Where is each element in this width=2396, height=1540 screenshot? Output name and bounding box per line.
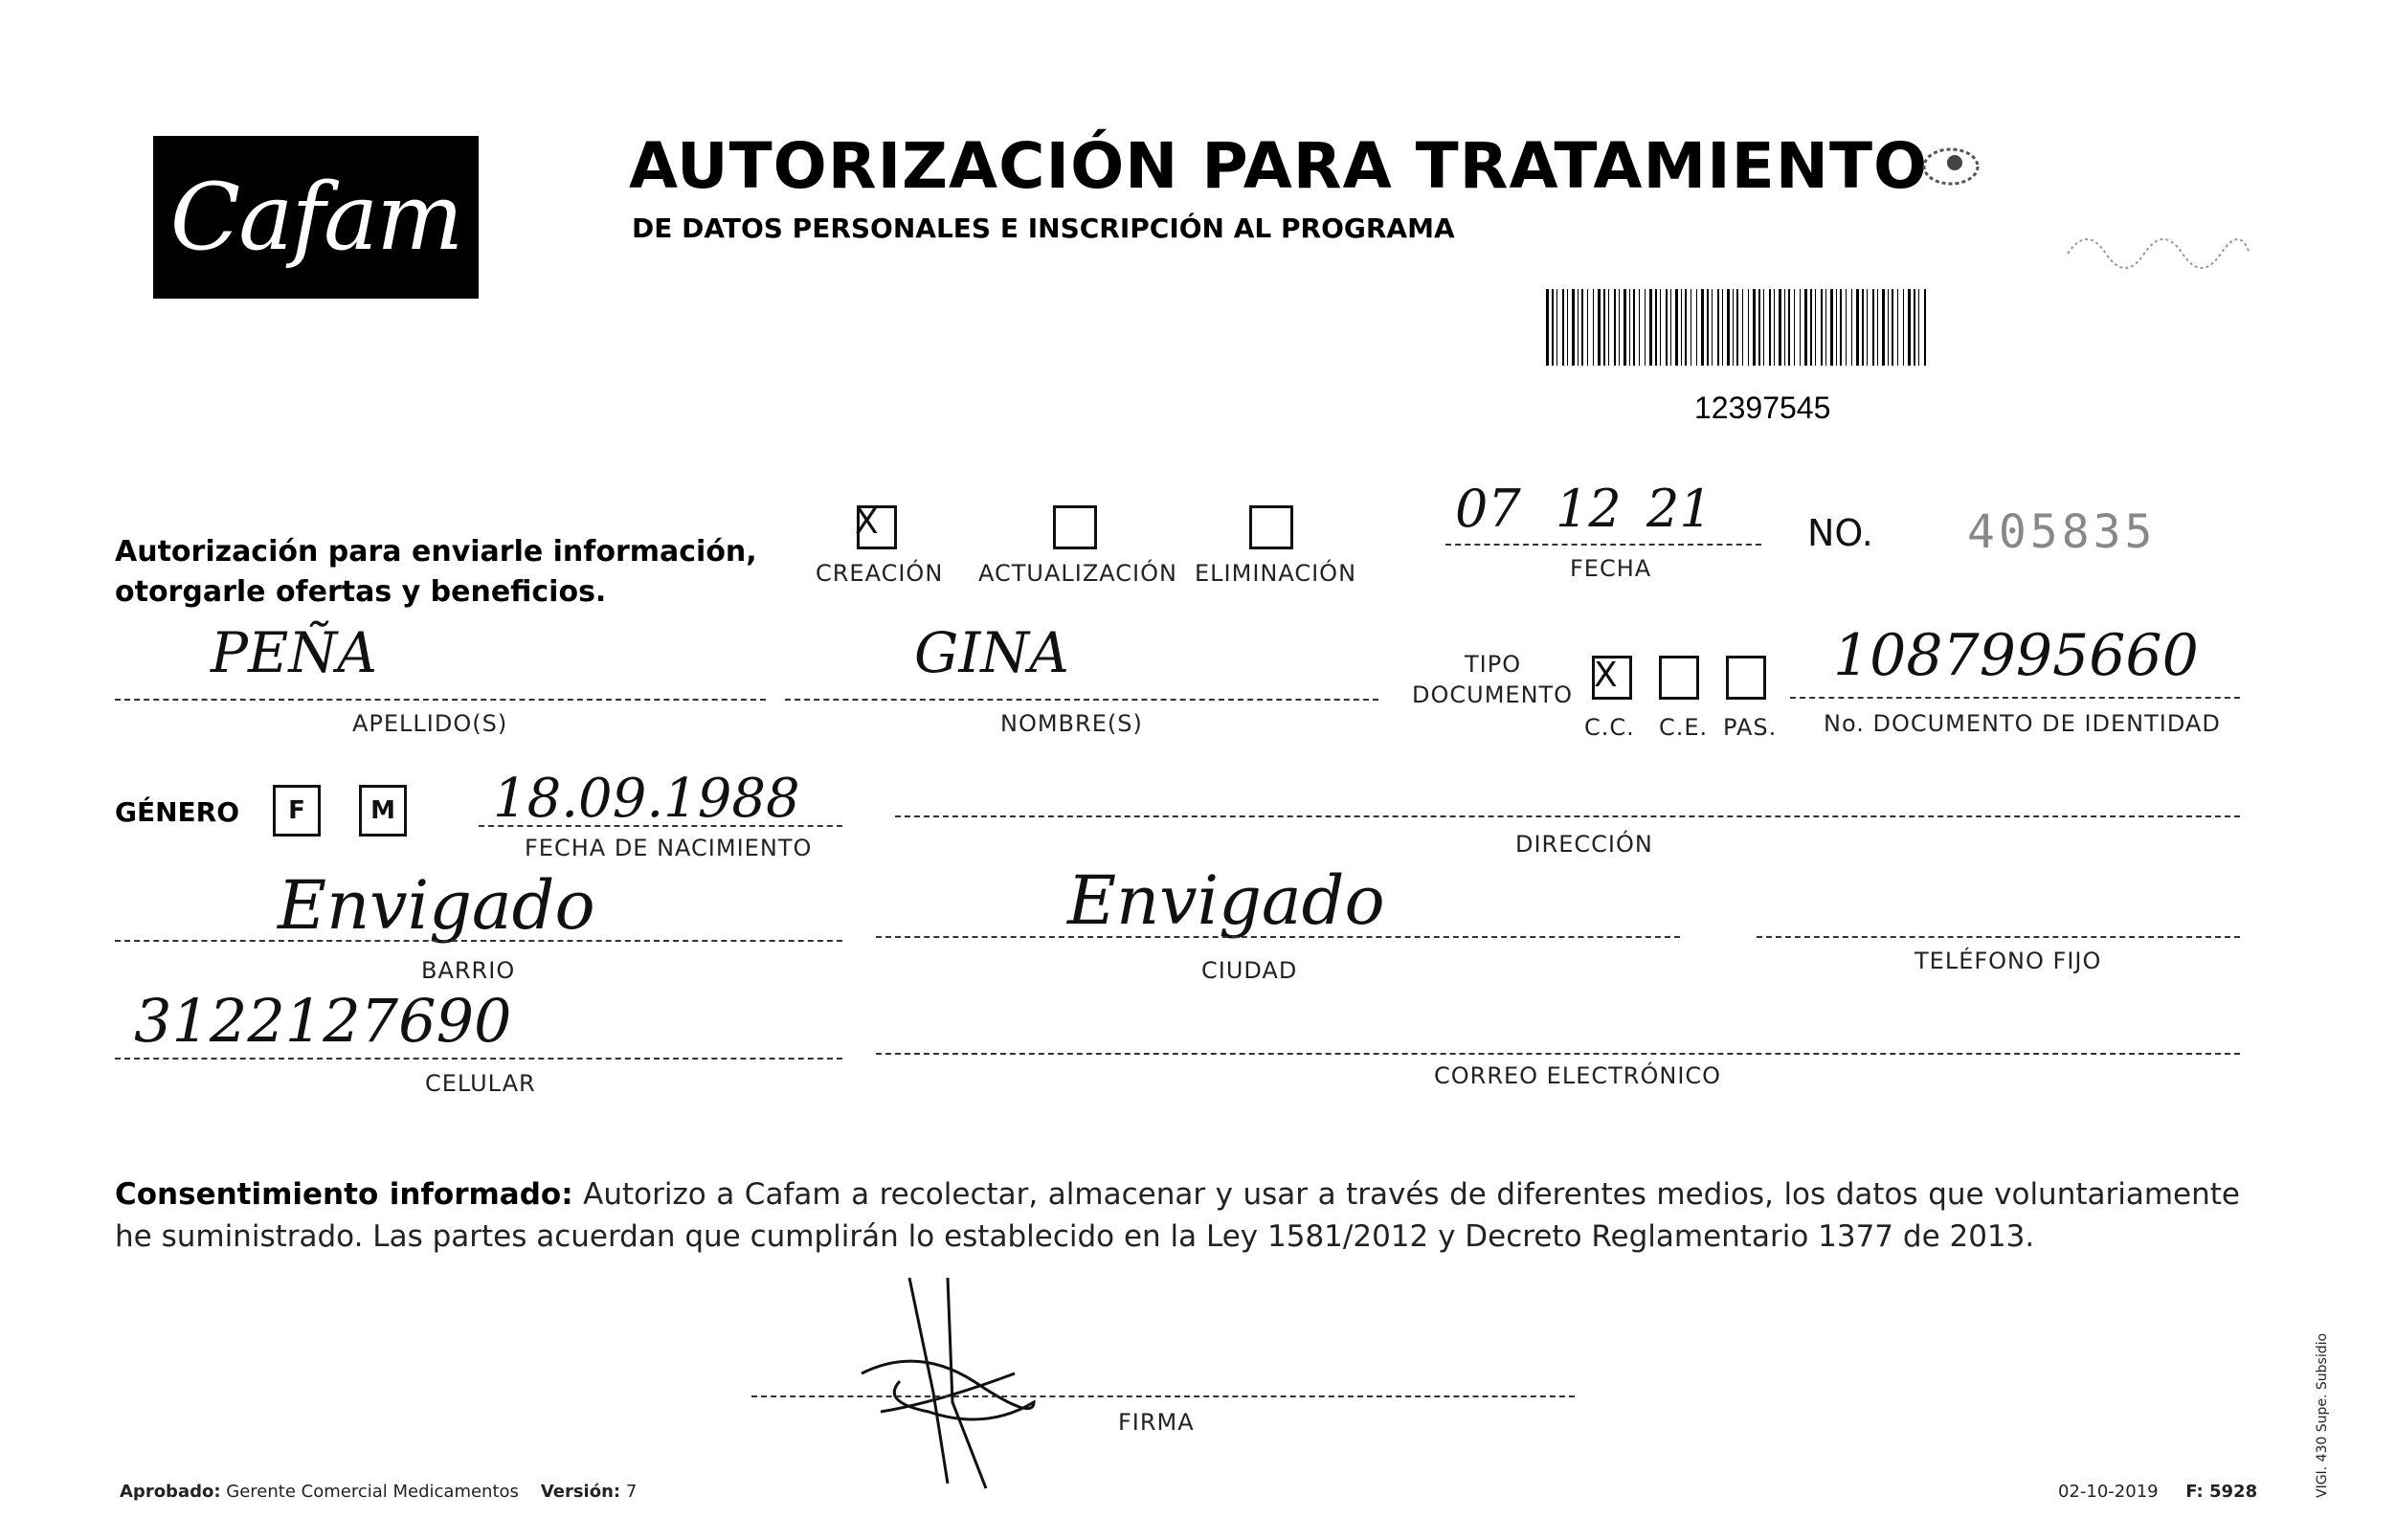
barcode-bar: [1862, 289, 1864, 366]
barcode-bar: [1742, 289, 1743, 366]
pas-label: PAS.: [1723, 714, 1778, 741]
consent-text: Autorizo a Cafam a recolectar, almacenar y usar a través de diferentes medios, los datos que voluntariamente he suministrado. Las partes acuerdan que cumplirán lo establecido en la Ley 1581/2012 y Decreto Reglamentario 1377 de 2013.: [115, 1177, 2240, 1254]
barcode-bar: [1681, 289, 1682, 366]
celular-line: [115, 1058, 842, 1060]
barcode-bar: [1774, 289, 1775, 366]
vertical-side-text: VIGI. 430 Supe. Subsidio: [2315, 1332, 2330, 1498]
barcode-bar: [1666, 289, 1668, 366]
barcode-bar: [1572, 289, 1575, 366]
nombres-line: [785, 699, 1378, 701]
cc-label: C.C.: [1584, 714, 1635, 741]
barcode-bar: [1914, 289, 1915, 366]
barcode-bar: [1877, 289, 1878, 366]
barcode-bar: [1779, 289, 1781, 366]
barcode-bar: [1892, 289, 1893, 366]
barcode-bar: [1821, 289, 1823, 366]
form-title: AUTORIZACIÓN PARA TRATAMIENTO: [629, 129, 1929, 203]
footer-date-code: [2058, 1482, 2257, 1502]
nacimiento-line: [479, 825, 842, 827]
fecha-day-value: 07: [1455, 479, 1521, 539]
fecha-label: FECHA: [1570, 555, 1652, 582]
form-subtitle: DE DATOS PERSONALES E INSCRIPCIÓN AL PROGRAMA: [632, 212, 1455, 244]
barcode-bar: [1830, 289, 1833, 366]
barcode-bar: [1753, 289, 1756, 366]
direccion-label: DIRECCIÓN: [1515, 831, 1653, 858]
barcode-bar: [1562, 289, 1564, 366]
actualizacion-checkbox[interactable]: [1053, 505, 1097, 549]
barcode-bar: [1639, 289, 1640, 366]
barcode-bar: [1784, 289, 1785, 366]
documento-value[interactable]: 1087995660: [1833, 622, 2199, 689]
no-label: NO.: [1807, 512, 1873, 554]
barcode-bar: [1851, 289, 1852, 366]
genero-f-box[interactable]: [273, 785, 321, 837]
correo-line[interactable]: [876, 1053, 2240, 1055]
eliminacion-checkbox[interactable]: [1249, 505, 1293, 549]
barcode-bar: [1608, 289, 1609, 366]
correo-label: CORREO ELECTRÓNICO: [1434, 1062, 1722, 1089]
fecha-year-value: 21: [1646, 479, 1713, 539]
eliminacion-label: ELIMINACIÓN: [1195, 560, 1357, 587]
apellidos-label: APELLIDO(S): [352, 710, 508, 737]
telefono-line[interactable]: [1757, 936, 2240, 938]
version-label: Versión:: [540, 1482, 621, 1502]
barcode-bar: [1825, 289, 1826, 366]
ce-checkbox[interactable]: [1659, 656, 1699, 700]
barcode-bar: [1856, 289, 1859, 366]
barcode-bar: [1581, 289, 1583, 366]
barcode-bar: [1629, 289, 1630, 366]
fecha-line: [1445, 544, 1761, 546]
barcode-bar: [1707, 289, 1709, 366]
barcode-bar: [1815, 289, 1816, 366]
barcode-bar: [1567, 289, 1568, 366]
barcode-bar: [1670, 289, 1671, 366]
barcode-bar: [1645, 289, 1646, 366]
barcode-bar: [1696, 289, 1697, 366]
barcode-bar: [1882, 289, 1885, 366]
pas-checkbox[interactable]: [1726, 656, 1766, 700]
tipo-label-1: TIPO: [1465, 651, 1522, 678]
barcode-bar: [1712, 289, 1713, 366]
nacimiento-value[interactable]: 18.09.1988: [493, 768, 800, 830]
consent-paragraph: [115, 1173, 2240, 1258]
authorization-text: [115, 532, 757, 613]
barcode-bar: [1908, 289, 1911, 366]
nombres-value[interactable]: GINA: [914, 620, 1069, 685]
cc-check-mark: X: [1594, 656, 1618, 695]
barcode-bar: [1556, 289, 1557, 366]
barcode-number: 12397545: [1694, 391, 1831, 425]
genero-label: GÉNERO: [115, 796, 240, 828]
barcode-bar: [1794, 289, 1795, 366]
barcode-bar: [1836, 289, 1837, 366]
barcode-bar: [1736, 289, 1738, 366]
ciudad-label: CIUDAD: [1201, 957, 1298, 984]
aprobado-label: Aprobado:: [120, 1482, 221, 1502]
barcode-bar: [1840, 289, 1842, 366]
barcode-bar: [1623, 289, 1626, 366]
barcode-bar: [1552, 289, 1554, 366]
barcode-bar: [1810, 289, 1812, 366]
telefono-label: TELÉFONO FIJO: [1915, 948, 2102, 974]
barcode-bar: [1800, 289, 1801, 366]
barcode-bar: [1903, 289, 1904, 366]
consent-heading: Consentimiento informado:: [115, 1177, 573, 1212]
barcode-bar: [1722, 289, 1723, 366]
genero-m-box[interactable]: [359, 785, 407, 837]
barcode-bar: [1717, 289, 1719, 366]
creacion-label: CREACIÓN: [816, 560, 944, 587]
barcode-bar: [1675, 289, 1678, 366]
barcode-bar: [1924, 289, 1926, 366]
barcode-bar: [1546, 289, 1549, 366]
barcode-bar: [1685, 289, 1687, 366]
barcode-bar: [1763, 289, 1764, 366]
apellidos-value[interactable]: PEÑA: [211, 620, 377, 685]
fecha-month-value: 12: [1556, 479, 1622, 539]
stamp-mark-icon: [1905, 134, 2010, 201]
barcode-bar: [1733, 289, 1734, 366]
barcode-bar: [1660, 289, 1661, 366]
ce-label: C.E.: [1659, 714, 1709, 741]
direccion-line[interactable]: [895, 815, 2240, 817]
barcode-bar: [1769, 289, 1771, 366]
signature-icon: [842, 1268, 1091, 1498]
footer-form-code: F: 5928: [2185, 1482, 2258, 1502]
authorization-text-line-2: otorgarle ofertas y beneficios.: [115, 575, 607, 609]
tipo-label-2: DOCUMENTO: [1412, 681, 1574, 708]
barcode-icon: [1546, 289, 1934, 366]
barcode-bar: [1649, 289, 1652, 366]
barcode-bar: [1788, 289, 1790, 366]
faded-stamp-icon: [2058, 215, 2259, 282]
nacimiento-label: FECHA DE NACIMIENTO: [525, 835, 813, 861]
barcode-bar: [1804, 289, 1807, 366]
creacion-check-mark: X: [855, 502, 879, 542]
cafam-logo: Cafam: [153, 136, 479, 299]
barcode-bar: [1748, 289, 1749, 366]
footer-approval: [120, 1482, 637, 1502]
aprobado-value: Gerente Comercial Medicamentos: [226, 1482, 519, 1502]
ciudad-value[interactable]: Envigado: [1067, 861, 1385, 940]
barcode-bar: [1872, 289, 1874, 366]
barcode-bar: [1867, 289, 1868, 366]
barcode-bar: [1758, 289, 1760, 366]
firma-label: FIRMA: [1118, 1409, 1195, 1436]
barrio-label: BARRIO: [421, 957, 516, 984]
genero-m-label: M: [370, 796, 395, 825]
celular-value[interactable]: 3122127690: [134, 986, 512, 1056]
authorization-text-line-1: Autorización para enviarle información,: [115, 535, 757, 569]
nombres-label: NOMBRE(S): [1000, 710, 1143, 737]
barcode-bar: [1587, 289, 1588, 366]
barcode-bar: [1614, 289, 1616, 366]
footer-date: 02-10-2019: [2058, 1482, 2159, 1502]
barcode-bar: [1598, 289, 1601, 366]
barrio-value[interactable]: Envigado: [278, 866, 595, 945]
barcode-bar: [1701, 289, 1704, 366]
barcode-bar: [1897, 289, 1898, 366]
genero-f-label: F: [288, 796, 305, 825]
ciudad-line: [876, 936, 1680, 938]
barcode-bar: [1619, 289, 1620, 366]
barrio-line: [115, 940, 842, 942]
barcode-bar: [1655, 289, 1657, 366]
firma-line[interactable]: [751, 1395, 1575, 1397]
apellidos-line: [115, 699, 766, 701]
version-value: 7: [625, 1482, 638, 1502]
documento-label: No. DOCUMENTO DE IDENTIDAD: [1824, 710, 2221, 737]
barcode-bar: [1727, 289, 1730, 366]
documento-line: [1790, 697, 2240, 699]
no-value: 405835: [1967, 505, 2157, 559]
barcode-bar: [1918, 289, 1919, 366]
barcode-bar: [1593, 289, 1594, 366]
barcode-bar: [1633, 289, 1635, 366]
barcode-bar: [1846, 289, 1847, 366]
barcode-bar: [1578, 289, 1579, 366]
barcode-bar: [1603, 289, 1605, 366]
actualizacion-label: ACTUALIZACIÓN: [978, 560, 1177, 587]
celular-label: CELULAR: [425, 1070, 536, 1097]
barcode-bar: [1888, 289, 1889, 366]
